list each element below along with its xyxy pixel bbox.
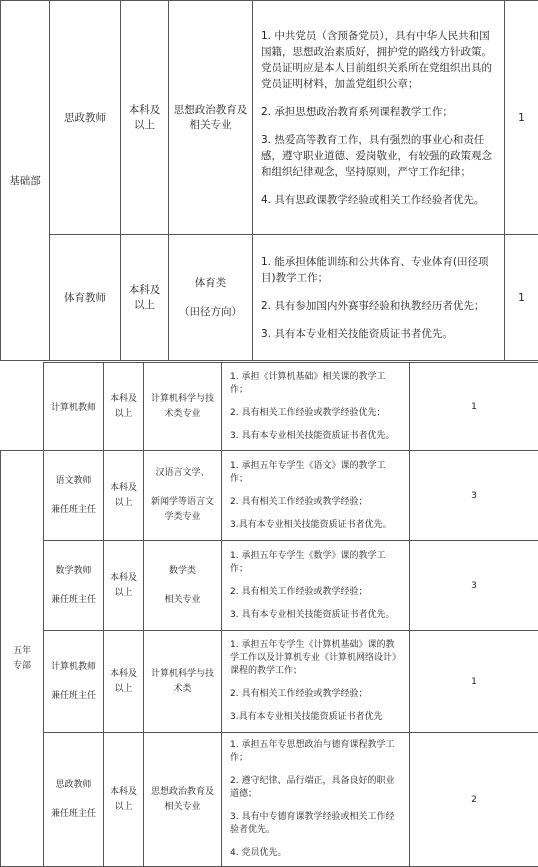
education-cell: 本科及 以上 xyxy=(104,541,144,631)
requirements-cell: 1. 承担五年专学生《数学》课的教学工作； 2. 具有相关工作经验或教学经验； 3. 具有本专业相关技能资质证书者优先。 xyxy=(222,541,410,631)
lower-recruitment-table xyxy=(0,362,538,867)
position-cell: 思政教师 兼任班主任 xyxy=(44,733,104,867)
count-cell: 2 xyxy=(410,733,538,867)
education-cell: 本科及 以上 xyxy=(121,1,169,235)
table-row xyxy=(1,235,538,361)
table-row xyxy=(1,451,538,541)
requirements-cell: 1. 中共党员（含预备党员），具有中华人民共和国国籍，思想政治素质好，拥护党的路线方针政策。党员证明应是本人目前组织关系所在党组织出具的党员证明材料，加盖党组织公章； 2. 承担思想政治教育系列课程教学工作； 3. 热爱高等教育工作，具有强烈的事业心和责任感，遵守职业道德、爱岗敬业，有较强的政策观念和组织纪律观念，坚持原则，严守工作纪律； 4. 具有思政课教学经验或相关工作经验者优先。 xyxy=(253,1,505,235)
count-cell: 1 xyxy=(410,363,538,451)
position-cell: 语文教师 兼任班主任 xyxy=(44,451,104,541)
major-cell: 体育类 （田径方向） xyxy=(169,235,253,361)
count-cell: 1 xyxy=(505,235,538,361)
department-cell: 基础部 xyxy=(1,1,50,361)
table-row xyxy=(1,363,538,451)
major-cell: 计算机科学与技 术类 xyxy=(144,631,222,733)
requirements-cell: 1. 承担《计算机基础》相关课的教学工作； 2. 具有相关工作经验或教学经验优先； 3. 具有本专业相关技能资质证书者优先。 xyxy=(222,363,410,451)
major-cell: 计算机科学与技 术类专业 xyxy=(144,363,222,451)
requirements-cell: 1. 承担五年专思想政治与德育课程教学工作； 2. 遵守纪律、品行端正，具备良好的职业道德； 3. 具有中专德育课教学经验或相关工作经验者优先。 4. 党员优先。 xyxy=(222,733,410,867)
education-cell: 本科及 以上 xyxy=(104,631,144,733)
table-row xyxy=(1,541,538,631)
major-cell: 思想政治教育及 相关专业 xyxy=(169,1,253,235)
count-cell: 1 xyxy=(410,631,538,733)
education-cell: 本科及 以上 xyxy=(104,451,144,541)
count-cell: 3 xyxy=(410,541,538,631)
count-cell: 1 xyxy=(505,1,538,235)
upper-recruitment-table xyxy=(0,0,538,361)
requirements-cell: 1. 承担五年专学生《语文》课的教学工作； 2. 具有相关工作经验或教学经验； 3.具有本专业相关技能资质证书者优先。 xyxy=(222,451,410,541)
position-cell: 计算机教师 兼任班主任 xyxy=(44,631,104,733)
empty-cell xyxy=(1,363,44,451)
requirements-cell: 1. 能承担体能训练和公共体育、专业体育(田径项目)教学工作； 2. 具有参加国内外赛事经验和执教经历者优先； 3. 具有本专业相关技能资质证书者优先。 xyxy=(253,235,505,361)
position-cell: 数学教师 兼任班主任 xyxy=(44,541,104,631)
table-row xyxy=(1,733,538,867)
major-cell: 汉语言文学、 新闻学等语言文 学类专业 xyxy=(144,451,222,541)
position-cell: 体育教师 xyxy=(50,235,121,361)
major-cell: 数学类 相关专业 xyxy=(144,541,222,631)
requirements-cell: 1. 承担五年专学生《计算机基础》课的教学工作以及计算机专业《计算机网络设计》课程的教学工作； 2. 具有相关工作经验或教学经验； 3.具有本专业相关技能资质证书者优先 xyxy=(222,631,410,733)
count-cell: 3 xyxy=(410,451,538,541)
education-cell: 本科及 以上 xyxy=(104,733,144,867)
major-cell: 思想政治教育及 相关专业 xyxy=(144,733,222,867)
position-cell: 思政教师 xyxy=(50,1,121,235)
table-row xyxy=(1,631,538,733)
position-cell: 计算机教师 xyxy=(44,363,104,451)
education-cell: 本科及 以上 xyxy=(121,235,169,361)
education-cell: 本科及 以上 xyxy=(104,363,144,451)
department-cell: 五年 专部 xyxy=(1,451,44,867)
table-row xyxy=(1,1,538,235)
